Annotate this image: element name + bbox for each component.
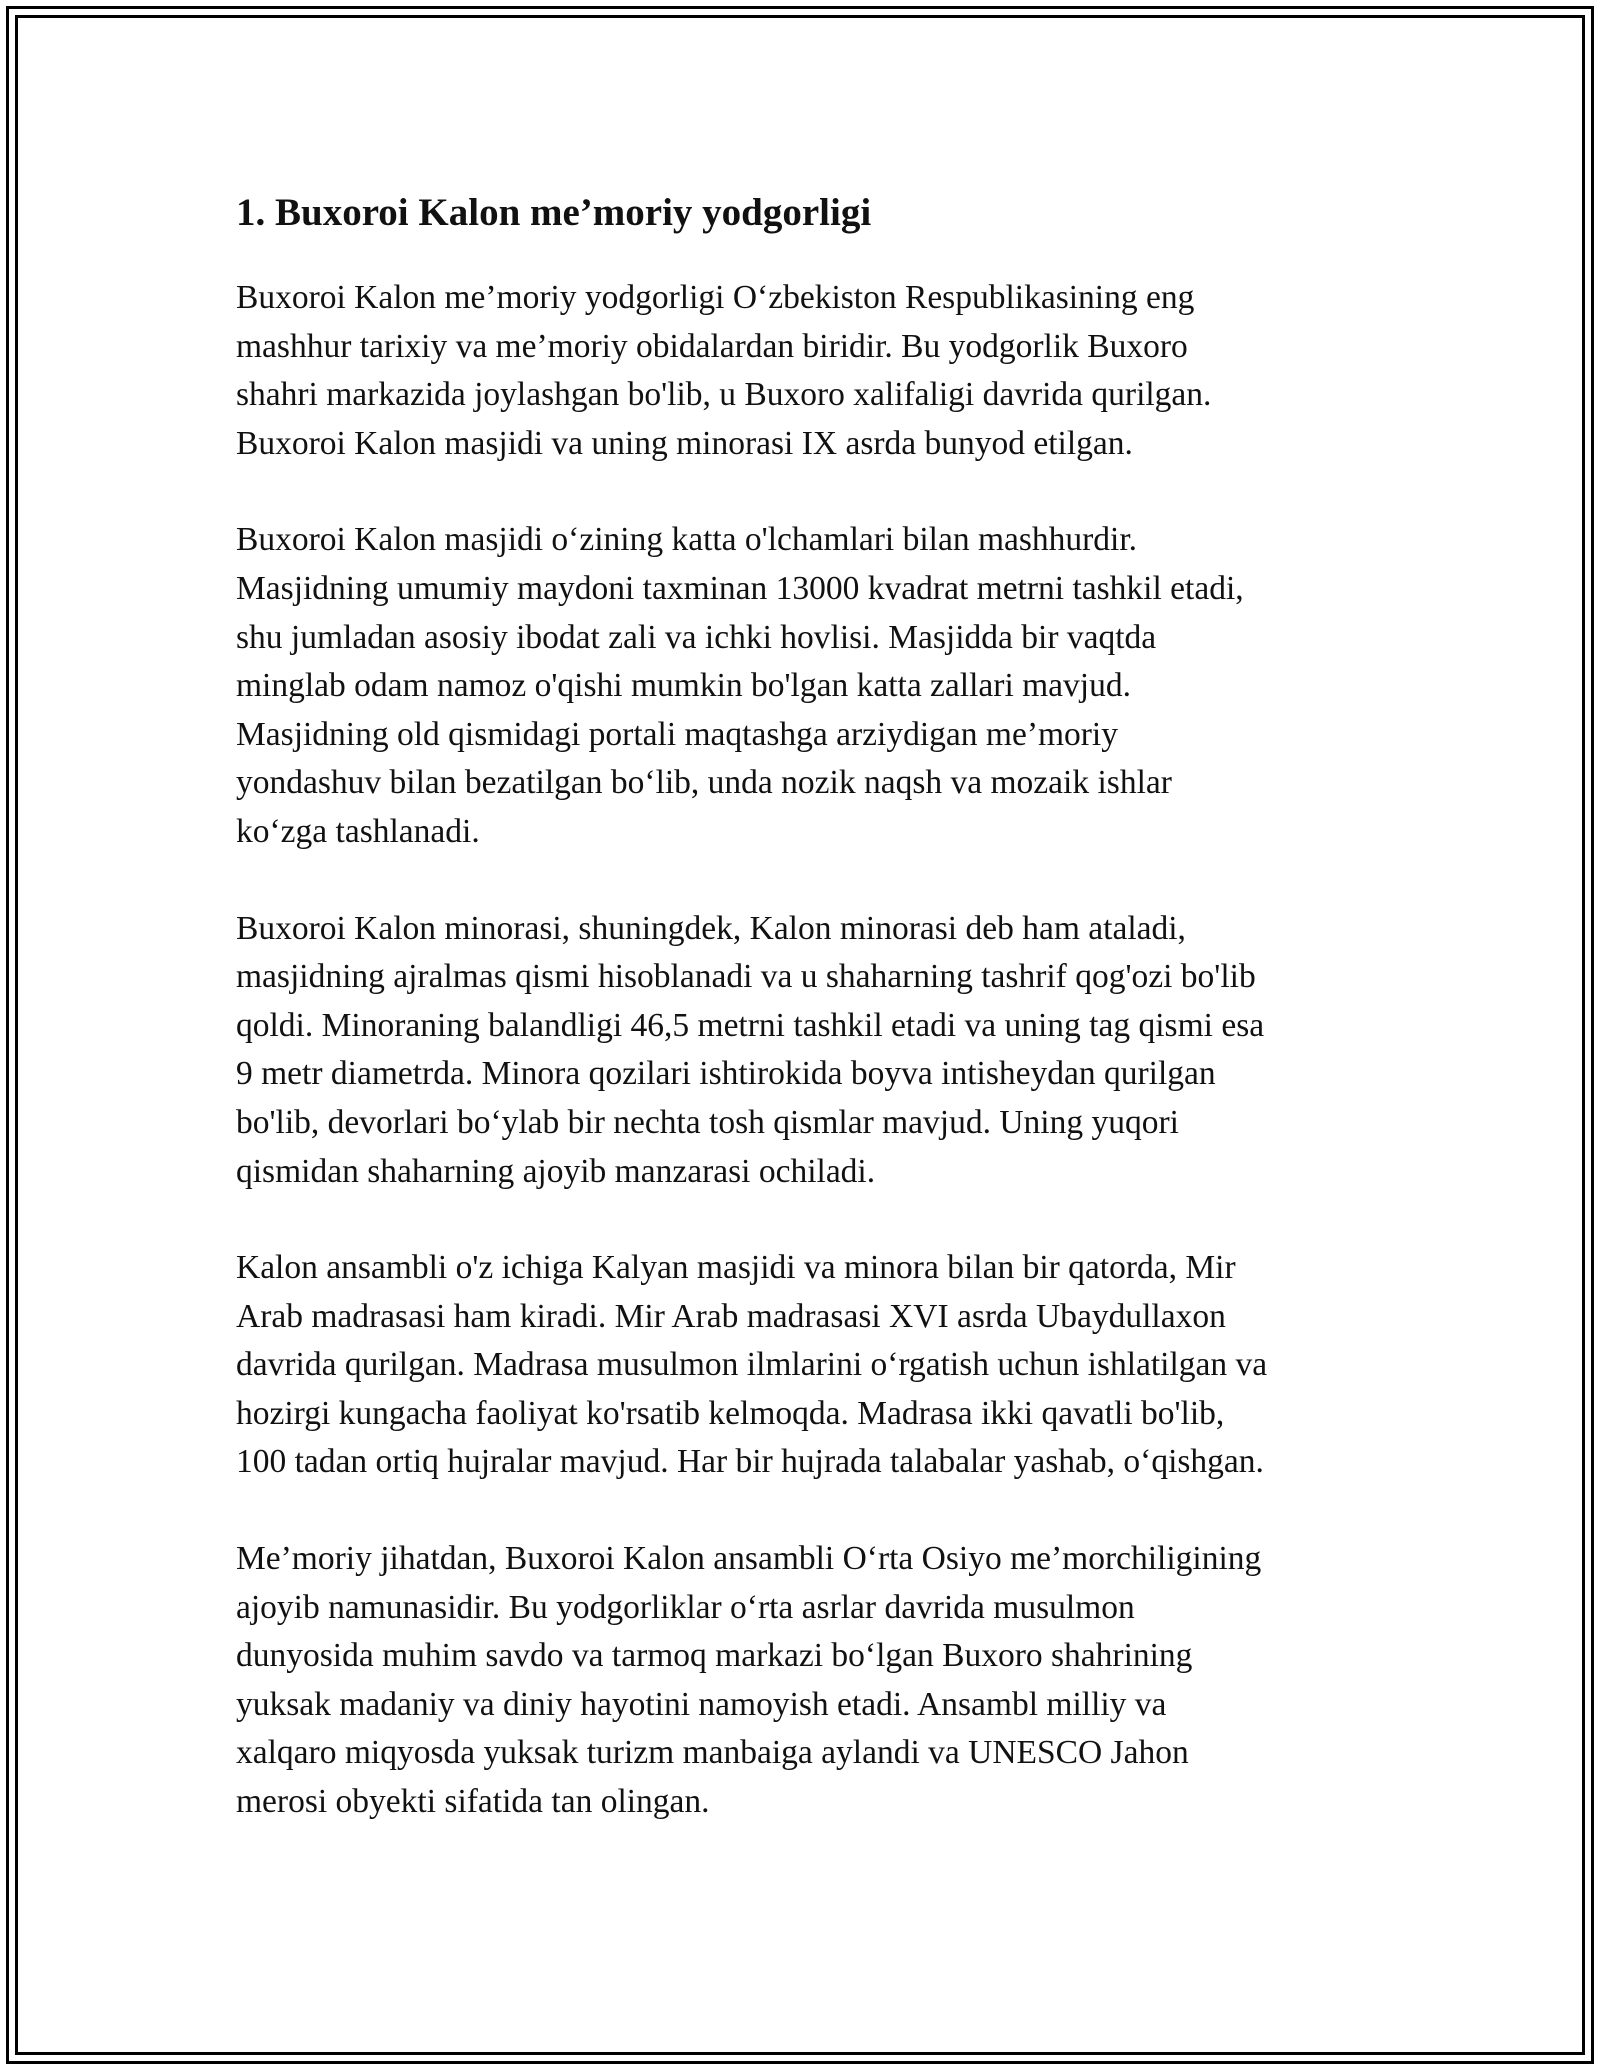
document-body (236, 184, 1376, 1875)
paragraph-mosque: Buxoroi Kalon masjidi o‘zining katta o'lchamlari bilan mashhurdir. Masjidning umumiy maydoni taxminan 13000 kvadrat metrni tashkil etadi, shu jumladan asosiy ibodat zali va ichki hovlisi. Masjidda bir vaqtda minglab odam namoz o'qishi mumkin bo'lgan katta zallari mavjud. Masjidning old qismidagi portali maqtashga arziydigan me’moriy yondashuv bilan bezatilgan bo‘lib, unda nozik naqsh va mozaik ishlar ko‘zga tashlanadi. (236, 521, 1244, 850)
section-title: 1. Buxoroi Kalon me’moriy yodgorligi (236, 191, 872, 234)
paragraph-architecture: Me’moriy jihatdan, Buxoroi Kalon ansambli O‘rta Osiyo me’morchiligining ajoyib namunasidir. Bu yodgorliklar o‘rta asrlar davrida musulmon dunyosida muhim savdo va tarmoq markazi bo‘lgan Buxoro shahrining yuksak madaniy va diniy hayotini namoyish etadi. Ansambl milliy va xalqaro miqyosda yuksak turizm manbaiga aylandi va UNESCO Jahon merosi obyekti sifatida tan olingan. (236, 1540, 1262, 1821)
paragraph-madrasa: Kalon ansambli o'z ichiga Kalyan masjidi va minora bilan bir qatorda, Mir Arab madrasasi ham kiradi. Mir Arab madrasasi XVI asrda Ubaydullaxon davrida qurilgan. Madrasa musulmon ilmlarini o‘rgatish uchun ishlatilgan va hozirgi kungacha faoliyat ko'rsatib kelmoqda. Madrasa ikki qavatli bo'lib, 100 tadan ortiq hujralar mavjud. Har bir hujrada talabalar yashab, o‘qishgan. (236, 1249, 1268, 1481)
paragraph-minaret: Buxoroi Kalon minorasi, shuningdek, Kalon minorasi deb ham ataladi, masjidning ajralmas qismi hisoblanadi va u shaharning tashrif qog'ozi bo'lib qoldi. Minoraning balandligi 46,5 metrni tashkil etadi va uning tag qismi esa 9 metr diametrda. Minora qozilari ishtirokida boyva intisheydan qurilgan bo'lib, devorlari bo‘ylab bir nechta tosh qismlar mavjud. Uning yuqori qismidan shaharning ajoyib manzarasi ochiladi. (236, 909, 1265, 1190)
paragraph-history: Buxoroi Kalon me’moriy yodgorligi O‘zbekiston Respublikasining eng mashhur tarixiy va me’moriy obidalardan biridir. Bu yodgorlik Buxoro shahri markazida joylashgan bo'lib, u Buxoro xalifaligi davrida qurilgan. Buxoroi Kalon masjidi va uning minorasi IX asrda bunyod etilgan. (236, 279, 1212, 462)
